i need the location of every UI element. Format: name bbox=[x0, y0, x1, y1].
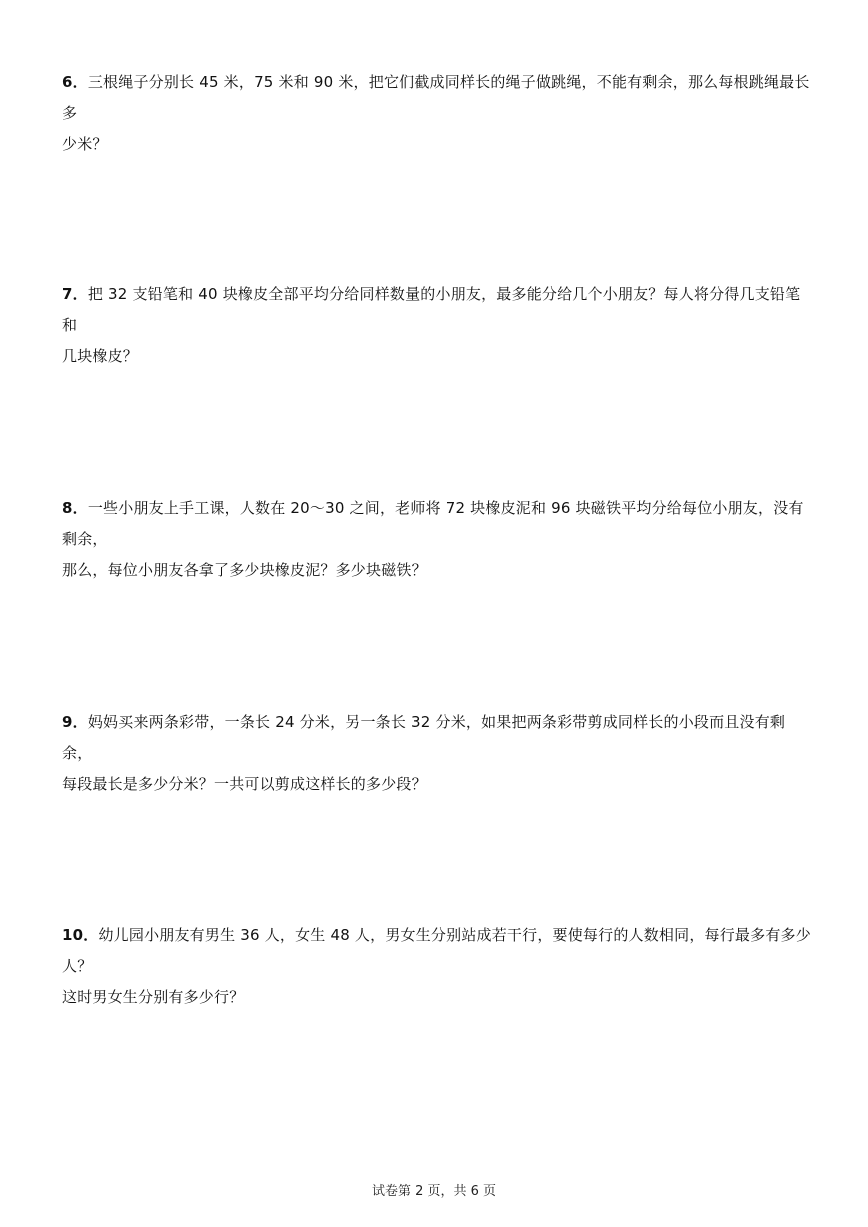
question-6 bbox=[62, 67, 812, 160]
question-9 bbox=[62, 707, 812, 800]
question-number: 9 bbox=[62, 713, 73, 731]
question-10 bbox=[62, 920, 812, 1013]
question-6-line-2: 少米？ bbox=[62, 135, 108, 153]
question-8-line-1: 8．一些小朋友上手工课，人数在 20～30 之间，老师将 72 块橡皮泥和 96 块磁铁平均分给每位小朋友，没有剩余， bbox=[62, 499, 804, 548]
question-text: 三根绳子分别长 45 米，75 米和 90 米，把它们截成同样长的绳子做跳绳，不能有剩余，那么每根跳绳最长多 bbox=[62, 73, 810, 122]
question-7-line-2: 几块橡皮？ bbox=[62, 347, 139, 365]
question-7-line-1: 7．把 32 支铅笔和 40 块橡皮全部平均分给同样数量的小朋友，最多能分给几个小朋友？每人将分得几支铅笔和 bbox=[62, 285, 801, 334]
question-9-line-1: 9．妈妈买来两条彩带，一条长 24 分米，另一条长 32 分米，如果把两条彩带剪成同样长的小段而且没有剩余， bbox=[62, 713, 786, 762]
question-number: 6 bbox=[62, 73, 73, 91]
page-footer: 试卷第 2 页，共 6 页 bbox=[371, 1184, 497, 1199]
question-8 bbox=[62, 493, 812, 586]
question-9-line-2: 每段最长是多少分米？一共可以剪成这样长的多少段？ bbox=[62, 775, 427, 793]
question-number: 7 bbox=[62, 285, 73, 303]
question-text: 一些小朋友上手工课，人数在 20～30 之间，老师将 72 块橡皮泥和 96 块磁铁平均分给每位小朋友，没有剩余， bbox=[62, 499, 804, 548]
question-number: 8 bbox=[62, 499, 73, 517]
question-10-line-2: 这时男女生分别有多少行？ bbox=[62, 988, 245, 1006]
question-text: 幼儿园小朋友有男生 36 人，女生 48 人，男女生分别站成若干行，要使每行的人数相同，每行最多有多少人？ bbox=[62, 926, 811, 975]
question-7 bbox=[62, 279, 812, 372]
question-text: 把 32 支铅笔和 40 块橡皮全部平均分给同样数量的小朋友，最多能分给几个小朋友？每人将分得几支铅笔和 bbox=[62, 285, 801, 334]
question-6-line-1: 6．三根绳子分别长 45 米，75 米和 90 米，把它们截成同样长的绳子做跳绳，不能有剩余，那么每根跳绳最长多 bbox=[62, 73, 810, 122]
question-number: 10 bbox=[62, 926, 84, 944]
question-10-line-1: 10．幼儿园小朋友有男生 36 人，女生 48 人，男女生分别站成若干行，要使每行的人数相同，每行最多有多少人？ bbox=[62, 926, 811, 975]
question-text: 妈妈买来两条彩带，一条长 24 分米，另一条长 32 分米，如果把两条彩带剪成同样长的小段而且没有剩余， bbox=[62, 713, 786, 762]
question-8-line-2: 那么，每位小朋友各拿了多少块橡皮泥？多少块磁铁？ bbox=[62, 561, 427, 579]
